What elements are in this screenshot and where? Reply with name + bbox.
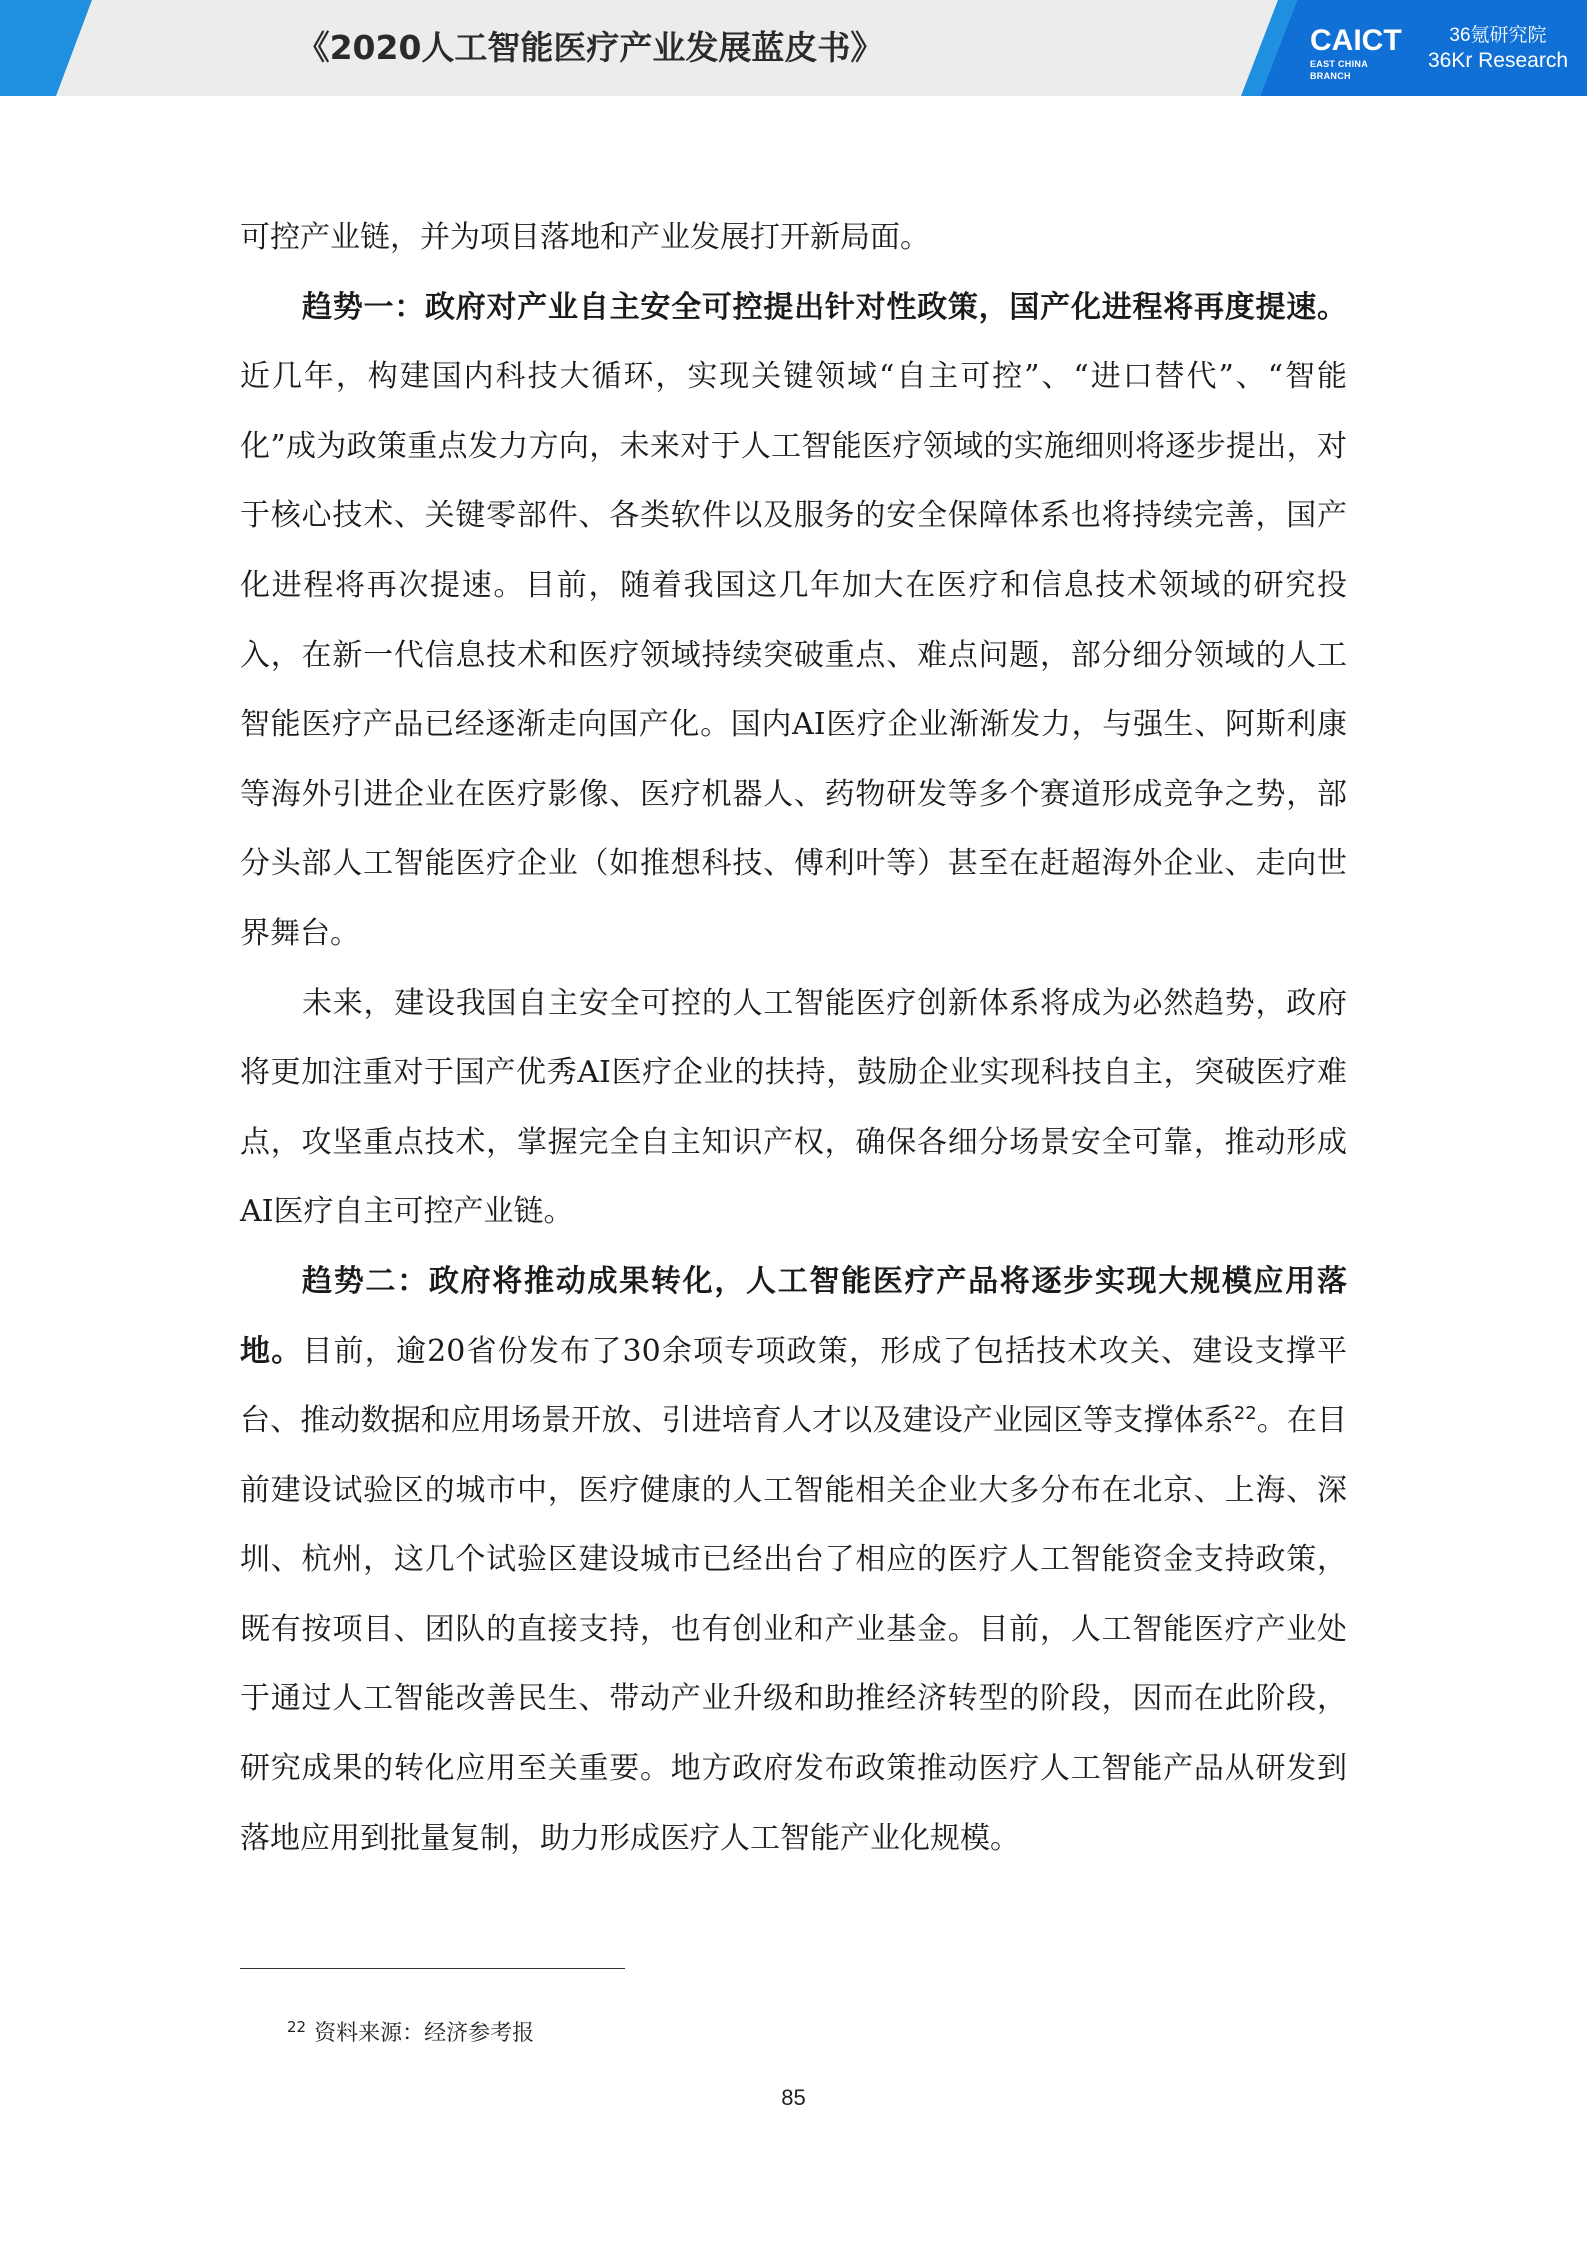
main-body (240, 203, 1347, 1873)
header-title: 《2020人工智能医疗产业发展蓝皮书》 (296, 28, 884, 67)
caict-logo (1310, 24, 1406, 81)
36kr-logo (1418, 24, 1578, 74)
36kr-logo-en: 36Kr Research (1427, 49, 1569, 72)
36kr-logo-cn: 36氪研究院 (1449, 25, 1547, 46)
trend-2-text-a: 目前，逾20省份发布了30余项专项政策，形成了包括技术攻关、建设支撑平台、推动数据和应用场景开放、引进培育人才以及建设产业园区等支撑体系 (240, 1333, 1347, 1439)
footnote-text: 资料来源：经济参考报 (314, 2021, 535, 2046)
trend-1-heading: 趋势一：政府对产业自主安全可控提出针对性政策，国产化进程将再度提速。 (302, 289, 1347, 325)
caict-logo-subtext: EAST CHINA BRANCH (1310, 59, 1368, 81)
caict-logo-text: CAICT (1310, 24, 1402, 57)
paragraph-3: 未来，建设我国自主安全可控的人工智能医疗创新体系将成为必然趋势，政府将更加注重对于国产优秀AI医疗企业的扶持，鼓励企业实现科技自主，突破医疗难点，攻坚重点技术，掌握完全自主知识产权，确保各细分场景安全可靠，推动形成AI医疗自主可控产业链。 (240, 985, 1347, 1230)
footnote (287, 2016, 534, 2047)
trend-2-text-b: 。在目前建设试验区的城市中，医疗健康的人工智能相关企业大多分布在北京、上海、深圳、杭州，这几个试验区建设城市已经出台了相应的医疗人工智能资金支持政策，既有按项目、团队的直接支持，也有创业和产业基金。目前，人工智能医疗产业处于通过人工智能改善民生、带动产业升级和助推经济转型的阶段，因而在此阶段，研究成果的转化应用至关重要。地方政府发布政策推动医疗人工智能产品从研发到落地应用到批量复制，助力形成医疗人工智能产业化规模。 (240, 1403, 1348, 1856)
paragraph-trend-1 (240, 273, 1347, 969)
footnote-number: 22 (287, 2017, 307, 2036)
page-header (0, 0, 1587, 96)
page-number: 85 (781, 2085, 806, 2110)
trend-2-heading: 趋势二：政府将推动成果转化，人工智能医疗产品将逐步实现大规模应用落地。 (240, 1263, 1347, 1369)
trend-1-text: 近几年，构建国内科技大循环，实现关键领域“自主可控”、“进口替代”、“智能化”成为政策重点发力方向，未来对于人工智能医疗领域的实施细则将逐步提出，对于核心技术、关键零部件、各类软件以及服务的安全保障体系也将持续完善，国产化进程将再次提速。目前，随着我国这几年加大在医疗和信息技术领域的研究投入，在新一代信息技术和医疗领域持续突破重点、难点问题，部分细分领域的人工智能医疗产品已经逐渐走向国产化。国内AI医疗企业渐渐发力，与强生、阿斯利康等海外引进企业在医疗影像、医疗机器人、药物研发等多个赛道形成竞争之势，部分头部人工智能医疗企业（如推想科技、傅利叶等）甚至在赶超海外企业、走向世界舞台。 (240, 359, 1347, 951)
paragraph-1: 可控产业链，并为项目落地和产业发展打开新局面。 (240, 220, 930, 255)
paragraph-trend-2 (240, 1247, 1347, 1873)
footnote-ref[interactable]: 22 (1233, 1403, 1257, 1425)
footnote-divider (240, 1968, 625, 1969)
